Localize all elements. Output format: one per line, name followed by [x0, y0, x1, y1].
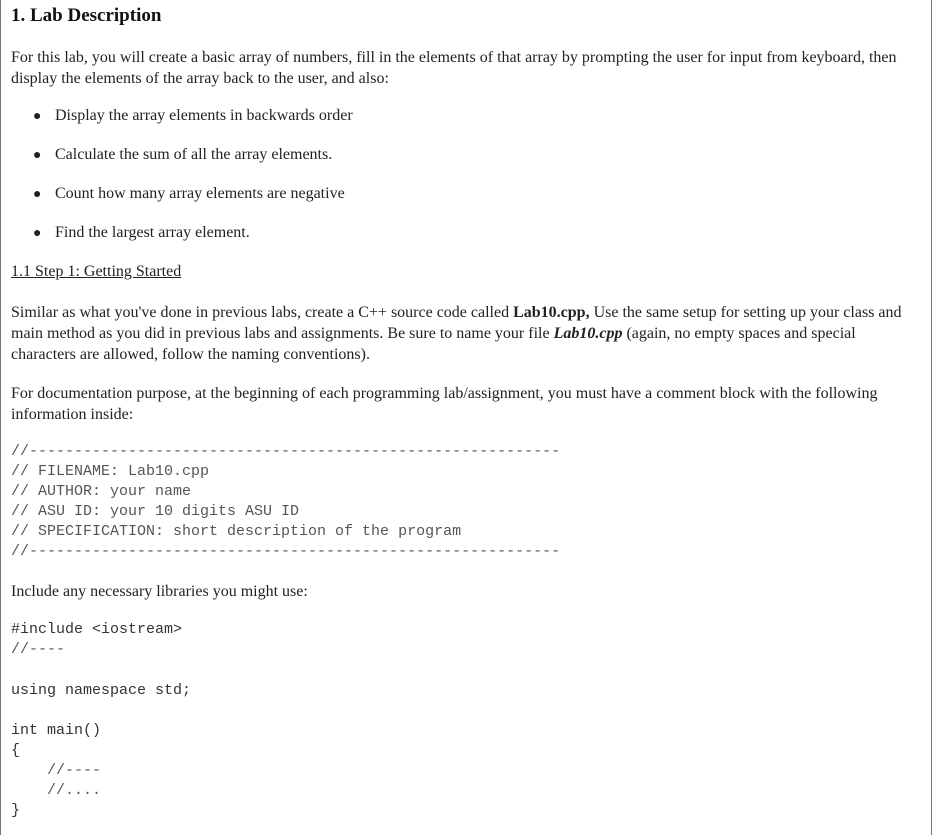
bullet-dot-icon: ● [33, 226, 42, 241]
using-code: using namespace std; [11, 682, 192, 699]
include-code: #include <iostream> //---- [11, 621, 183, 658]
bullet-item: ● Count how many array elements are negative [33, 185, 345, 202]
section-heading: 1. Lab Description [11, 5, 162, 26]
include-paragraph: Include any necessary libraries you might use: [11, 583, 308, 600]
bullet-item: ● Calculate the sum of all the array elements. [33, 146, 333, 163]
bullet-dot-icon: ● [33, 187, 42, 202]
main-code: int main() { //---- //.... } [11, 722, 102, 819]
bullet-item: ● Find the largest array element. [33, 224, 250, 241]
filename-bold-italic: Lab10.cpp [553, 325, 623, 342]
documentation-paragraph: For documentation purpose, at the beginning of each programming lab/assignment, you must have a comment block with the following information inside: [11, 385, 878, 423]
intro-paragraph: For this lab, you will create a basic array of numbers, fill in the elements of that array by prompting the user for input from keyboard, then display the elements of the array back to the user, and also: [11, 49, 897, 87]
bullet-item: ● Display the array elements in backwards order [33, 107, 353, 124]
comment-block: //----------------------------------------------------------- // FILENAME: Lab10.cpp // AUTHOR: your name // ASU ID: your 10 digits ASU ID // SPECIFICATION: short description of the program //----------------------------------------------------------- [11, 443, 561, 560]
bullet-dot-icon: ● [33, 109, 42, 124]
step1-subheading: 1.1 Step 1: Getting Started [11, 263, 182, 280]
filename-bold: Lab10.cpp, [513, 304, 590, 321]
bullet-dot-icon: ● [33, 148, 42, 163]
step1-paragraph: Similar as what you've done in previous labs, create a C++ source code called Lab10.cpp, Use the same setup for setting up your class and main method as you did in previous labs and assignments. Be sure to name your file Lab10.cpp (again, no empty spaces and special characters are allowed, follow the naming conventions). [11, 304, 902, 363]
